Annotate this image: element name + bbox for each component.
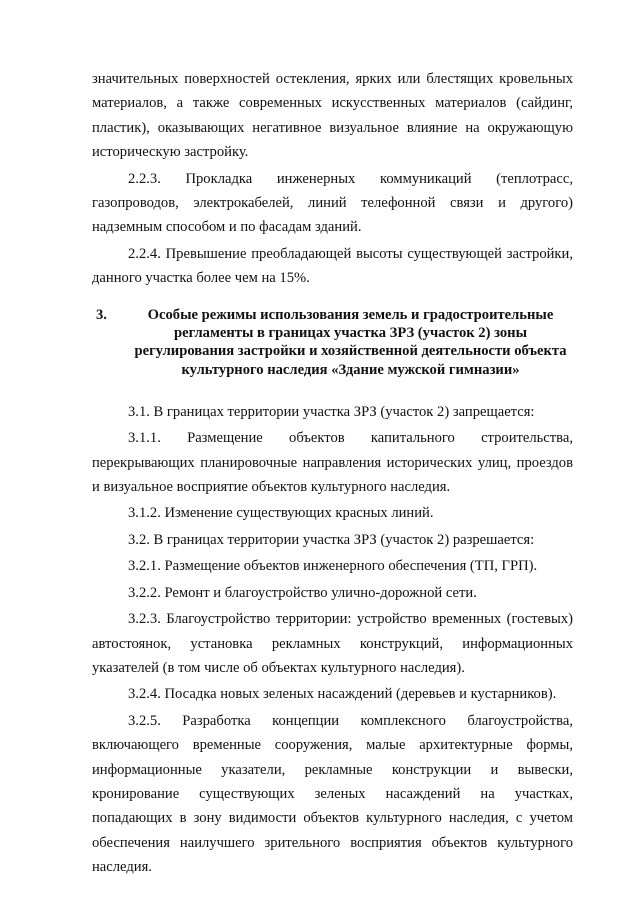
section-title: Особые режимы использования земель и градостроительные регламенты в границах участка ЗРЗ (участок 2) зоны регулирования застройки и хозяйственной деятельности объекта культурного наследия «Здание мужской гимназии» [134, 306, 567, 378]
paragraph-3-2: 3.2. В границах территории участка ЗРЗ (участок 2) разрешается: [128, 531, 535, 548]
paragraph-2-2-3: 2.2.3. Прокладка инженерных коммуникаций (теплотрасс, газопроводов, электрокабелей, линий телефонной связи и другого) надземным способом и по фасадам зданий. [92, 170, 573, 236]
document-body [92, 67, 573, 880]
section-number: 3. [96, 306, 107, 323]
paragraph-3-2-2: 3.2.2. Ремонт и благоустройство улично-дорожной сети. [128, 584, 477, 601]
paragraph-continuation: значительных поверхностей остекления, ярких или блестящих кровельных материалов, а также современных искусственных материалов (сайдинг, пластик), оказывающих негативное визуальное влияние на окружающую историческую застройку. [92, 71, 573, 161]
paragraph-3-1: 3.1. В границах территории участка ЗРЗ (участок 2) запрещается: [128, 403, 535, 420]
paragraph-3-1-2: 3.1.2. Изменение существующих красных линий. [128, 505, 434, 522]
section-heading [92, 306, 573, 379]
paragraph-3-2-5: 3.2.5. Разработка концепции комплексного благоустройства, включающего временные сооружения, малые архитектурные формы, информационные указатели, рекламные конструкции и вывески, кронирование существующих зеленых насаждений на участках, попадающих в зону видимости объектов культурного наследия, с учетом обеспечения наилучшего зрительного восприятия объектов культурного наследия. [92, 712, 573, 876]
paragraph-3-2-3: 3.2.3. Благоустройство территории: устройство временных (гостевых) автостоянок, установка рекламных конструкций, информационных указателей (в том числе об объектах культурного наследия). [92, 611, 573, 676]
paragraph-3-1-1: 3.1.1. Размещение объектов капитального строительства, перекрывающих планировочные направления исторических улиц, проездов и визуальное восприятие объектов культурного наследия. [92, 430, 573, 496]
paragraph-3-2-1: 3.2.1. Размещение объектов инженерного обеспечения (ТП, ГРП). [128, 558, 538, 575]
paragraph-2-2-4: 2.2.4. Превышение преобладающей высоты существующей застройки, данного участка более чем на 15%. [92, 245, 573, 287]
paragraph-3-2-4: 3.2.4. Посадка новых зеленых насаждений (деревьев и кустарников). [128, 686, 557, 703]
